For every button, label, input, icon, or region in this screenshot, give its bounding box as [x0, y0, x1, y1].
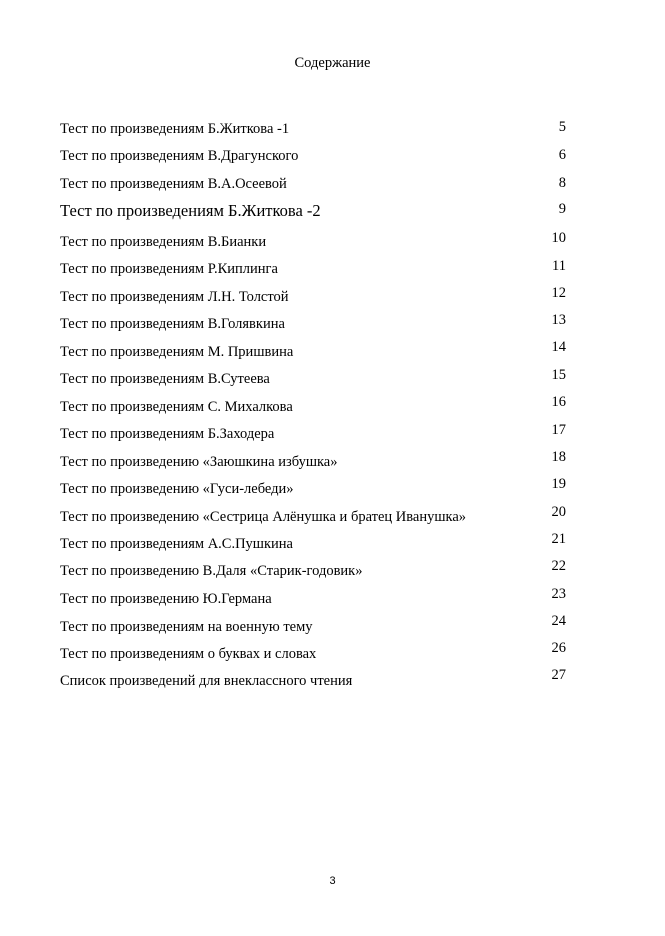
toc-entry-page: 9: [558, 201, 566, 217]
toc-entry-title: Список произведений для внеклассного чтения: [60, 673, 353, 689]
toc-entry-title: Тест по произведениям Б.Житкова -2: [60, 201, 321, 220]
toc-entry-title: Тест по произведениям В.Голявкина: [60, 316, 285, 332]
toc-entry: [0, 146, 665, 168]
toc-entry-page: 27: [551, 667, 566, 683]
page-number: 3: [329, 875, 336, 887]
toc-entry-title: Тест по произведению В.Даля «Старик-годовик»: [60, 563, 363, 579]
toc-entry-page: 12: [551, 285, 566, 301]
toc-entry-page: 16: [551, 394, 566, 410]
toc-entry-title: Тест по произведениям на военную тему: [60, 619, 313, 635]
toc-entry: [0, 475, 665, 497]
toc-entry: [0, 448, 665, 470]
toc-entry-title: Тест по произведениям В.А.Осеевой: [60, 176, 287, 192]
toc-entry-page: 24: [551, 613, 566, 629]
toc-entry: [0, 503, 665, 525]
toc-entry: [0, 284, 665, 306]
toc-entry: [0, 257, 665, 279]
toc-entry: [0, 530, 665, 552]
toc-entry-page: 19: [551, 476, 566, 492]
toc-entry-title: Тест по произведениям Л.Н. Толстой: [60, 289, 289, 305]
toc-entry-title: Тест по произведению «Сестрица Алёнушка и братец Иванушка»: [60, 509, 467, 525]
toc-entry-page: 6: [558, 147, 566, 163]
toc-entry-page: 5: [558, 119, 566, 135]
toc-entry: [0, 229, 665, 251]
toc-entry-title: Тест по произведению Ю.Германа: [60, 591, 272, 607]
toc-entry-title: Тест по произведениям Б.Заходера: [60, 426, 275, 442]
toc-entry-page: 20: [551, 504, 566, 520]
toc-entry-page: 14: [551, 339, 566, 355]
toc-entry-title: Тест по произведениям Р.Киплинга: [60, 261, 278, 277]
toc-entry: [0, 311, 665, 333]
toc-entry: [0, 666, 665, 688]
toc-entry: [0, 585, 665, 607]
toc-entry: [0, 200, 665, 222]
toc-entry: [0, 393, 665, 415]
toc-entry: [0, 118, 665, 140]
toc-entry: [0, 173, 665, 195]
toc-entry-title: Тест по произведениям В.Драгунского: [60, 148, 299, 164]
toc-entry-title: Тест по произведениям А.С.Пушкина: [60, 536, 293, 552]
toc-entry-page: 17: [551, 422, 566, 438]
toc-entry-page: 18: [551, 449, 566, 465]
toc-entry-title: Тест по произведению «Гуси-лебеди»: [60, 481, 294, 497]
toc-entry-title: Тест по произведениям Б.Житкова -1: [60, 121, 290, 137]
toc-entry: [0, 612, 665, 634]
toc-entry-title: Тест по произведениям В.Сутеева: [60, 371, 270, 387]
toc-entry-page: 8: [558, 175, 566, 191]
toc-entry-page: 15: [551, 367, 566, 383]
toc-entry-page: 23: [551, 586, 566, 602]
toc-entry-title: Тест по произведениям В.Бианки: [60, 234, 267, 250]
toc-entry: [0, 639, 665, 661]
toc-entry: [0, 366, 665, 388]
toc-entry-page: 26: [551, 640, 566, 656]
toc-entry-title: Тест по произведениям М. Пришвина: [60, 344, 294, 360]
toc-entry: [0, 421, 665, 443]
toc-entry-page: 11: [552, 258, 566, 274]
toc-entry-page: 21: [551, 531, 566, 547]
toc-entry-title: Тест по произведениям о буквах и словах: [60, 646, 317, 662]
toc-entry-title: Тест по произведению «Заюшкина избушка»: [60, 454, 338, 470]
toc-entry-page: 13: [551, 312, 566, 328]
toc-entry: [0, 557, 665, 579]
toc-entry-page: 22: [551, 558, 566, 574]
toc-entry-page: 10: [551, 230, 566, 246]
toc-entry: [0, 338, 665, 360]
page-title: Содержание: [294, 55, 371, 71]
toc-entry-title: Тест по произведениям С. Михалкова: [60, 399, 293, 415]
